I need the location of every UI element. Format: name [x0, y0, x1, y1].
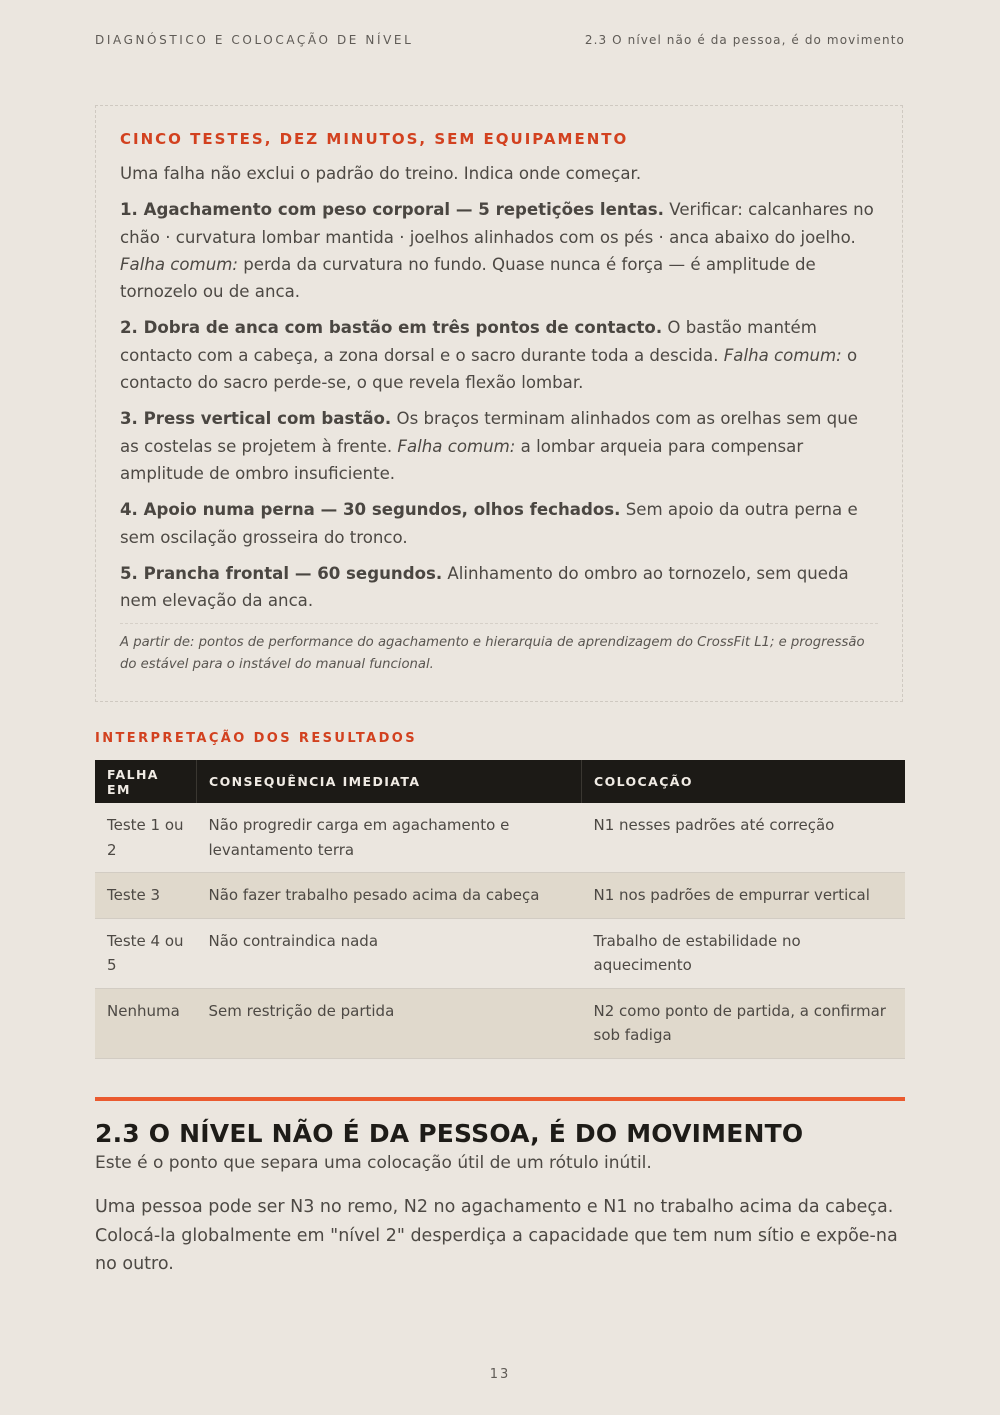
test-item — [120, 314, 878, 396]
test-lead: 1. Agachamento com peso corporal — 5 repetições lentas. — [120, 200, 664, 220]
test-text: Verificar: calcanhares no chão · curvatura lombar mantida · joelhos alinhados com os pés · anca abaixo do joelho. — [120, 200, 874, 247]
results-title: INTERPRETAÇÃO DOS RESULTADOS — [95, 731, 417, 746]
section-title: 2.3 O NÍVEL NÃO É DA PESSOA, É DO MOVIMENTO — [95, 1119, 804, 1148]
test-text: Sem apoio da outra perna e sem oscilação grosseira do tronco. — [120, 500, 858, 547]
test-lead: 4. Apoio numa perna — 30 segundos, olhos fechados. — [120, 500, 621, 520]
fail-text: o contacto do sacro perde-se, o que revela flexão lombar. — [120, 345, 858, 393]
table-cell: Teste 1 ou 2 — [95, 803, 197, 873]
test-item — [120, 405, 878, 487]
column-header: CONSEQUÊNCIA IMEDIATA — [197, 760, 582, 803]
table-cell: Teste 3 — [95, 873, 197, 919]
table-row — [95, 918, 905, 988]
test-item — [120, 560, 878, 615]
fail-label: Falha comum: — [120, 254, 238, 274]
fail-text: a lombar arqueia para compensar amplitude de ombro insuficiente. — [120, 436, 804, 483]
table-cell: Não progredir carga em agachamento e levantamento terra — [197, 803, 582, 873]
table-cell: N2 como ponto de partida, a confirmar sob fadiga — [582, 988, 906, 1058]
test-item — [120, 496, 878, 551]
table-row — [95, 803, 905, 873]
column-header: COLOCAÇÃO — [582, 760, 906, 803]
tests-box — [95, 105, 903, 702]
header-section: 2.3 O nível não é da pessoa, é do movimento — [584, 33, 905, 47]
table-cell: N1 nesses padrões até correção — [582, 803, 906, 873]
test-text: Alinhamento do ombro ao tornozelo, sem queda nem elevação da anca. — [120, 563, 849, 611]
fail-label: Falha comum: — [397, 436, 516, 456]
running-header — [95, 33, 905, 47]
table-cell: N1 nos padrões de empurrar vertical — [582, 873, 906, 919]
table-cell: Teste 4 ou 5 — [95, 918, 197, 988]
table-cell: Nenhuma — [95, 988, 197, 1058]
column-header: FALHA EM — [95, 760, 197, 803]
box-intro: Uma falha não exclui o padrão do treino. Indica onde começar. — [120, 164, 642, 183]
box-title: CINCO TESTES, DEZ MINUTOS, SEM EQUIPAMENTO — [120, 130, 629, 148]
section-subtitle: Este é o ponto que separa uma colocação útil de um rótulo inútil. — [95, 1153, 652, 1173]
table-header-row — [95, 760, 905, 803]
table-row — [95, 988, 905, 1058]
test-text: O bastão mantém contacto com a cabeça, a zona dorsal e o sacro durante toda a descida. — [120, 318, 817, 365]
fail-label: Falha comum: — [723, 345, 842, 365]
fail-text: perda da curvatura no fundo. Quase nunca é força — é amplitude de tornozelo ou de anca. — [120, 254, 816, 302]
test-item — [120, 196, 878, 305]
table-row — [95, 873, 905, 919]
header-chapter: DIAGNÓSTICO E COLOCAÇÃO DE NÍVEL — [95, 33, 414, 47]
box-source-note: A partir de: pontos de performance do agachamento e hierarquia de aprendizagem do CrossFit L1; e progressão do estável para o instável do manual funcional. — [120, 623, 878, 676]
test-lead: 5. Prancha frontal — 60 segundos. — [120, 563, 443, 583]
table-cell: Trabalho de estabilidade no aquecimento — [582, 918, 906, 988]
results-table — [95, 760, 905, 1059]
test-lead: 2. Dobra de anca com bastão em três pontos de contacto. — [120, 318, 663, 338]
section-body: Uma pessoa pode ser N3 no remo, N2 no agachamento e N1 no trabalho acima da cabeça. Colocá-la globalmente em "nível 2" desperdiça a capacidade que tem num sítio e expõe-na no outro. — [95, 1197, 898, 1274]
test-text: Os braços terminam alinhados com as orelhas sem que as costelas se projetem à frente. — [120, 409, 858, 456]
section-divider — [95, 1097, 905, 1101]
page-number: 13 — [489, 1367, 511, 1382]
test-lead: 3. Press vertical com bastão. — [120, 409, 392, 429]
table-cell: Não fazer trabalho pesado acima da cabeça — [197, 873, 582, 919]
table-cell: Não contraindica nada — [197, 918, 582, 988]
table-cell: Sem restrição de partida — [197, 988, 582, 1058]
